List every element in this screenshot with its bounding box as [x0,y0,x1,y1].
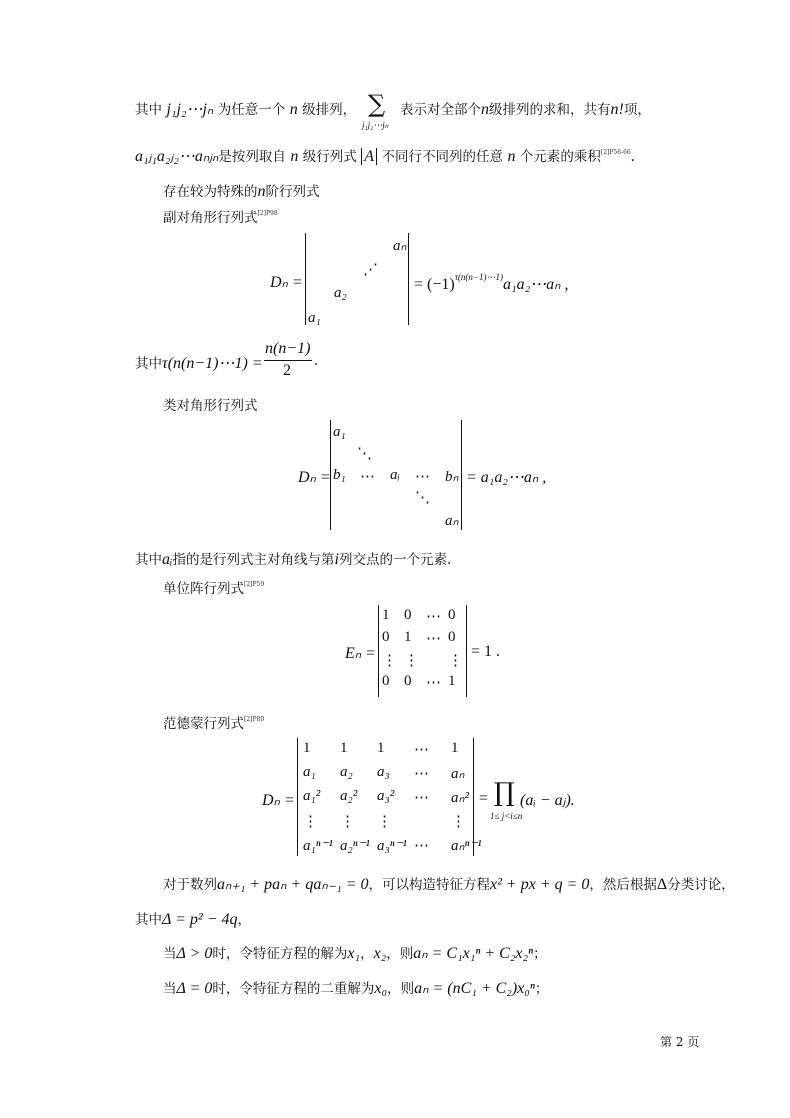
sec2-an: aₙ [445,513,459,529]
frac-den: 2 [283,362,291,379]
n-var-3: n [290,148,299,165]
sec1-a1: a₁ [308,310,321,326]
sec1-rhs: = $(-1)^{\tau(n(n-1)\cdots 1)}a_1a_2\cdots a_n$ , [414,272,569,293]
sec3-cell-0-3: 0 [448,607,456,623]
sec3-cell-0-2: ⋯ [426,609,441,625]
sec4-cell-2-1: a₂² [340,788,358,804]
sec3-cell-3-0: 0 [382,673,390,689]
section-2-title: 类对角形行列式 [163,398,258,414]
product-expr: a₁ⱼ₁a₂ⱼ₂⋯aₙⱼₙ [135,148,219,165]
sec3-cell-3-1: 0 [404,673,412,689]
n-var: n [289,101,298,118]
sec2-cdots1: ⋯ [360,469,375,485]
sec3-cell-0-1: 0 [404,607,412,623]
sec3-left-bar [378,605,379,697]
line1-mid: 为任意一个 [217,102,286,118]
sec2-lhs: Dₙ = [298,469,331,486]
sec1-left-bar [305,233,306,325]
case-1: 当Δ > 0时，令特征方程的解为x₁，x₂，则aₙ = C₁x₁ⁿ + C₂x₂ⁿ； [163,945,547,962]
page-number: 第 2 页 [660,1035,700,1049]
sec4-left-bar [297,738,298,856]
sec4-cell-4-3: ⋯ [414,838,429,854]
sec3-cell-0-0: 1 [382,607,390,623]
sec3-cell-2-0: ⋮ [382,653,397,669]
sec4-cell-3-4: ⋮ [451,814,466,830]
recur-line-1: 对于数列aₙ₊₁ + paₙ + qaₙ₋₁ = 0，可以构造特征方程x² + px + q = 0，然后根据Δ分类讨论， [163,876,735,893]
frac-line [264,360,312,361]
section-4-title: 范德蒙行列式$^{[2]P80}$ [163,716,265,732]
sec4-cell-1-0: a₁ [303,764,316,780]
sec4-cell-1-3: ⋯ [414,766,429,782]
sec2-ai: aᵢ [390,467,400,483]
line2-end: . [630,148,635,165]
line1-tail: 项， [623,102,651,118]
sec1-right-bar [408,233,409,325]
sec2-right-bar [461,420,462,530]
line-1-rest [400,98,651,119]
sec4-cell-1-4: aₙ [451,766,465,782]
n-var-2: n [481,101,489,118]
sec4-cell-4-1: a₂ⁿ⁻¹ [340,838,370,854]
line2-text3: 不同行不同列的任意 [381,149,503,165]
sec1-dots: ⋰ [363,262,378,278]
line1-prefix: 其中 [135,102,162,118]
line2-text4: 个元素的乘积 [519,149,601,165]
sec4-cell-2-0: a₁² [303,788,321,804]
sec3-cell-3-3: 1 [448,673,456,689]
sec4-cell-2-2: a₃² [377,788,395,804]
sec4-lhs: Dₙ = [262,792,295,809]
sec4-cell-0-2: 1 [377,740,385,756]
sec4-cell-3-2: ⋮ [377,814,392,830]
recur-line-2: 其中Δ = p² − 4q， [135,911,251,928]
sec4-eq: = [479,790,489,807]
sec2-note: 其中aᵢ指的是行列式主对角线与第i列交点的一个元素. [135,551,452,568]
section-3-title: 单位阵行列式$^{[2]P59}$ [163,581,265,597]
line-1 [135,98,356,119]
sec4-cell-0-1: 1 [340,740,348,756]
sec1-lhs: Dₙ = [270,274,303,291]
sec1-an: aₙ [393,238,407,254]
sec4-cell-4-0: a₁ⁿ⁻¹ [303,838,333,854]
sec4-cell-3-0: ⋮ [303,814,318,830]
sec2-a1: a₁ [333,424,346,440]
sec2-bn: bₙ [445,469,459,485]
citation: [2]P56-66 [600,149,631,156]
sec3-rhs: = 1 . [471,643,501,660]
sec4-cell-2-4: aₙ² [451,790,469,806]
sec2-cdots2: ⋯ [415,469,430,485]
special-intro: 存在较为特殊的n阶行列式 [163,183,320,200]
prod-subscript: 1≤ j<i≤n [490,811,523,821]
sec4-cell-1-1: a₂ [340,764,353,780]
line1-mid2: 级排列， [302,102,357,118]
sec3-cell-2-3: ⋮ [448,653,463,669]
sec2-ddots1: ⋱ [357,446,372,462]
det-A: A [361,148,377,165]
sec3-cell-1-1: 1 [404,629,412,645]
case-2: 当Δ = 0时，令特征方程的二重解为x₀，则aₙ = (nC₁ + C₂)x₀ⁿ； [163,980,549,997]
sec3-lhs: Eₙ = [345,645,376,662]
sec3-cell-3-2: ⋯ [426,675,441,691]
sec4-cell-1-2: a₃ [377,764,390,780]
sec3-cell-1-2: ⋯ [426,631,441,647]
frac-end: . [314,352,318,369]
line1-desc: 表示对全部个 [400,102,481,118]
sec2-left-bar [330,420,331,530]
perm-expr: j₁j₂⋯jₙ [166,101,214,118]
sum-symbol: ∑ [368,90,386,118]
sec4-cell-4-4: aₙⁿ⁻¹ [451,838,482,854]
sec1-a2: a₂ [334,285,347,301]
sec3-right-bar [466,605,467,697]
sec4-cell-4-2: a₃ⁿ⁻¹ [377,838,407,854]
sec3-cell-2-1: ⋮ [404,653,419,669]
frac-num: n(n−1) [265,340,311,357]
sec2-b1: b₁ [333,467,346,483]
sum-subscript: j₁j₂⋯jₙ [362,120,389,130]
sec4-cell-0-3: ⋯ [414,742,429,758]
sec3-cell-1-3: 0 [448,629,456,645]
n-factorial: n! [610,101,624,118]
section-1-title: 副对角形行列式$^{[2]P98}$ [163,210,278,226]
sec1-note: 其中τ(n(n−1)⋯1) = [135,355,263,372]
line1-desc2: 级排列的求和，共有 [489,102,611,118]
n-var-4: n [507,148,516,165]
prod-symbol: ∏ [494,778,515,808]
sec4-cell-3-1: ⋮ [340,814,355,830]
sec2-rhs: = a₁a₂⋯aₙ , [466,469,547,486]
line2-text2: 级行列式 [302,149,357,165]
line2-text: 是按列取自 [218,149,286,165]
sec4-cell-0-4: 1 [451,740,459,756]
sec4-cell-2-3: ⋯ [414,790,429,806]
sec4-cell-0-0: 1 [303,740,311,756]
sec3-cell-1-0: 0 [382,629,390,645]
line-2 [135,145,635,166]
sec2-ddots2: ⋱ [415,490,430,506]
prod-body: (aᵢ − aⱼ). [520,792,575,809]
